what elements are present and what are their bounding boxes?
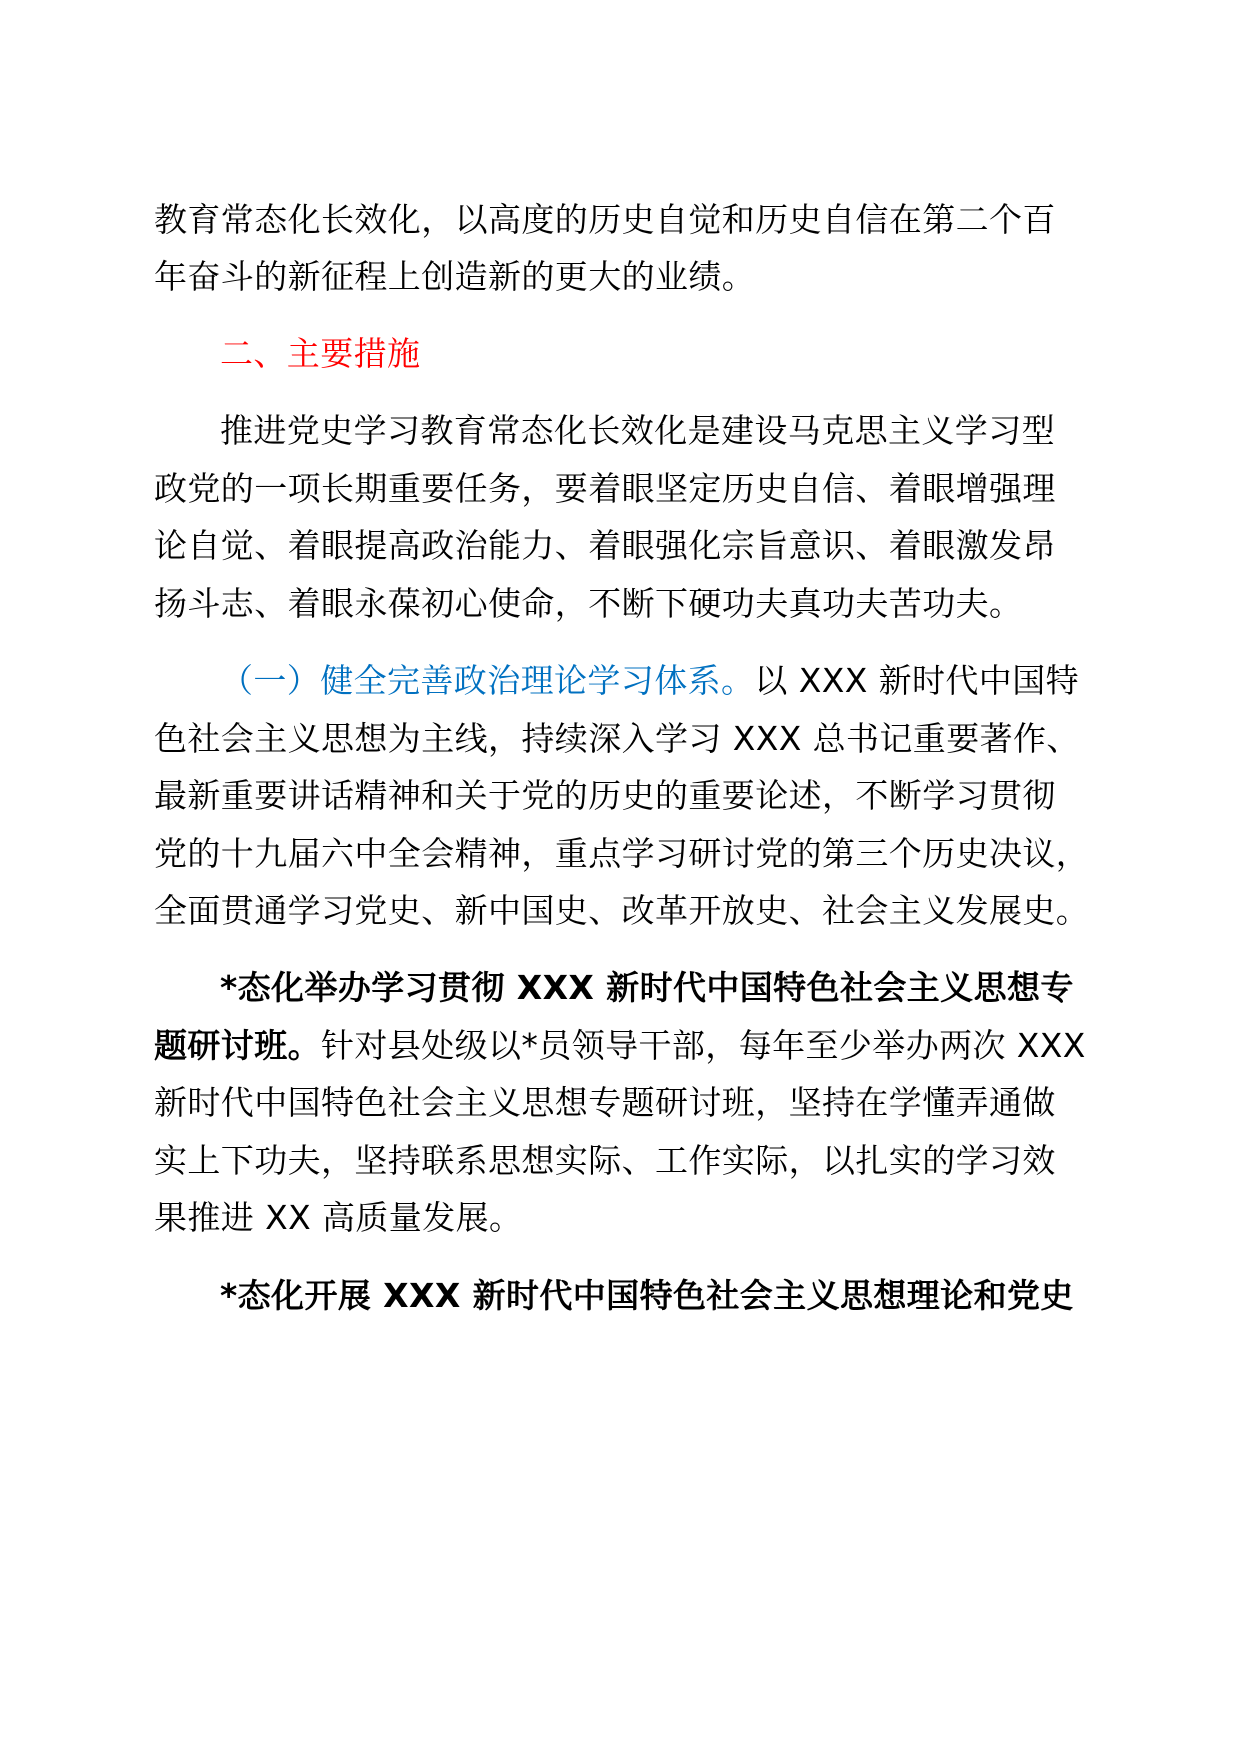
subsection-heading: （一）健全完善政治理论学习体系。 xyxy=(220,661,755,700)
paragraph-line: 实上下功夫，坚持联系思想实际、工作实际，以扎实的学习效 xyxy=(154,1141,1056,1180)
paragraph-line: 政党的一项长期重要任务，要着眼坚定历史自信、着眼增强理 xyxy=(154,469,1056,508)
section-heading: 二、主要措施 xyxy=(220,334,421,373)
paragraph-line: 色社会主义思想为主线，持续深入学习 XXX 总书记重要著作、 xyxy=(154,719,1080,758)
subsection-line xyxy=(220,659,1100,703)
paragraph-line: 扬斗志、着眼永葆初心使命，不断下硬功夫真功夫苦功夫。 xyxy=(154,584,1023,623)
paragraph-line: 论自觉、着眼提高政治能力、着眼强化宗旨意识、着眼激发昂 xyxy=(154,526,1056,565)
paragraph-line: 党的十九届六中全会精神，重点学习研讨党的第三个历史决议， xyxy=(154,834,1090,873)
paragraph-line: 推进党史学习教育常态化长效化是建设马克思主义学习型 xyxy=(220,411,1055,450)
paragraph-line xyxy=(154,1024,1094,1068)
paragraph-text: 以 XXX 新时代中国特 xyxy=(754,661,1080,700)
paragraph-line: 最新重要讲话精神和关于党的历史的重要论述，不断学习贯彻 xyxy=(154,776,1056,815)
paragraph-line: 果推进 XX 高质量发展。 xyxy=(154,1198,523,1237)
paragraph-line: 新时代中国特色社会主义思想专题研讨班，坚持在学懂弄通做 xyxy=(154,1083,1056,1122)
bold-lead-text: 题研讨班。 xyxy=(154,1026,321,1065)
bold-lead-line: *态化举办学习贯彻 XXX 新时代中国特色社会主义思想专 xyxy=(220,968,1074,1007)
paragraph-line: 全面贯通学习党史、新中国史、改革开放史、社会主义发展史。 xyxy=(154,891,1090,930)
paragraph-line: 教育常态化长效化，以高度的历史自觉和历史自信在第二个百 xyxy=(154,200,1056,239)
paragraph-text: 针对县处级以*员领导干部，每年至少举办两次 XXX xyxy=(321,1026,1086,1065)
paragraph-line: 年奋斗的新征程上创造新的更大的业绩。 xyxy=(154,257,756,296)
bold-lead-line: *态化开展 XXX 新时代中国特色社会主义思想理论和党史 xyxy=(220,1276,1074,1315)
